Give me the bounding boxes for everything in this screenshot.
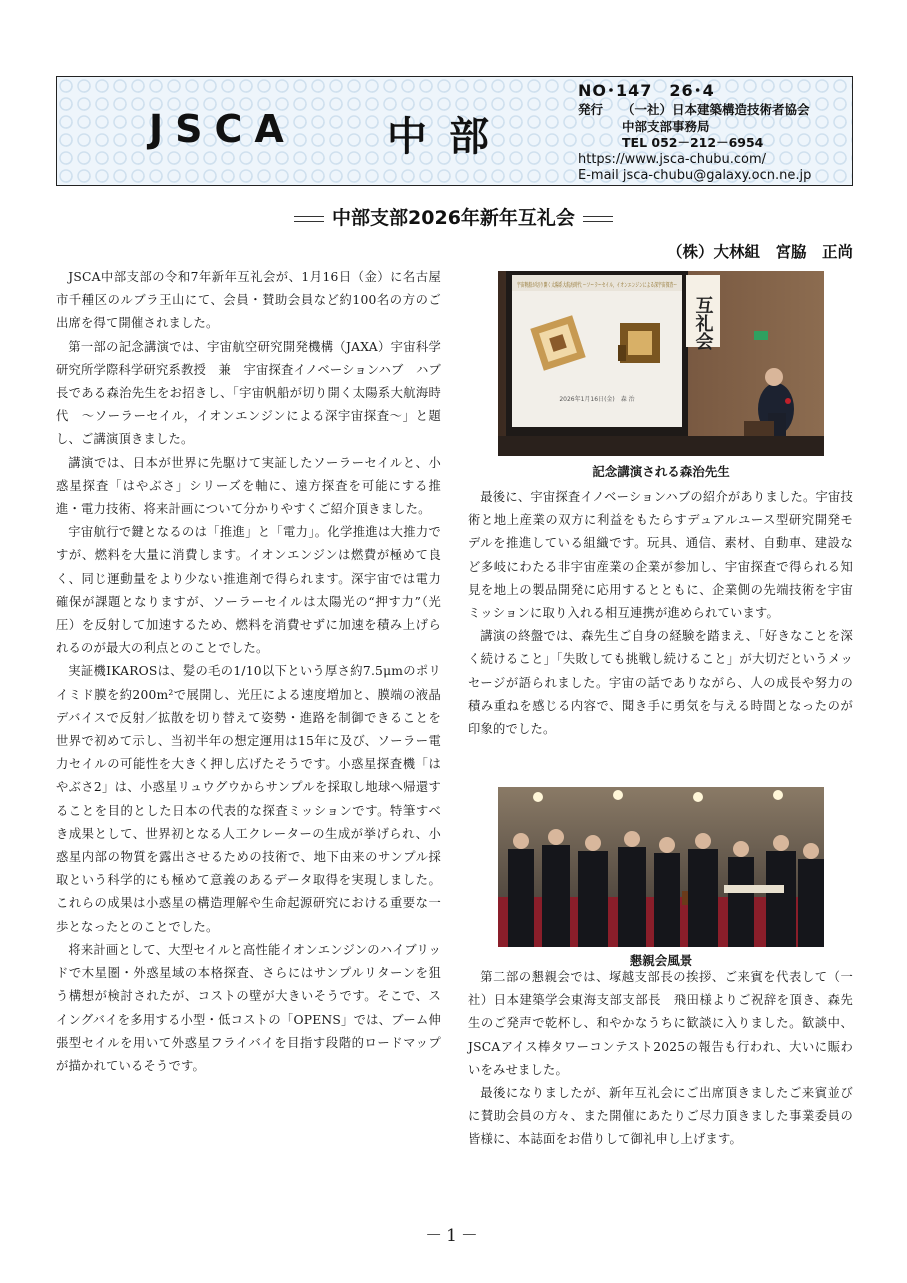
paragraph: 将来計画として、大型セイルと高性能イオンエンジンのハイブリッドで木星圏・外惑星域の本格探査、さらにはサンプルリターンを狙う構想が検討されたが、コストの壁が大きいそうです。そこで、スイングバイを多用する小型・低コストの「OPENS」では、ブーム伸張型セイルを用いて外惑星フライバイを目指す段階的ロードマップが描かれているそうです。: [56, 942, 441, 1073]
publisher-line: [578, 102, 850, 119]
paragraph: 最後になりましたが、新年互礼会にご出席頂きましたご来賓並びに賛助会員の方々、また開催にあたりご尽力頂きました事業委員の皆様に、本誌面をお借りして御礼申し上げます。: [468, 1086, 853, 1147]
paragraph: 実証機IKAROSは、髪の毛の1/10以下という厚さ約7.5μmのポリイミド膜を約200m²で展開し、光圧による速度増加と、膜端の液晶デバイスで反射／拡散を切り替えて姿勢・進路を制御できることを世界で初めて示し、当初半年の想定運用は15年に及び、ソーラー電力セイルの可能性を大きく押し広げたそうです。小惑星探査機「はやぶさ2」は、小惑星リュウグウからサンプルを採取し地球へ帰還することを目的とした日本の代表的な探査ミッションです。特筆すべき成果として、世界初となる人工クレーターの生成が挙げられ、小惑星内部の物質を露出させるための技術で、地下由来のサンプル採取という科学的にも極めて意義のあるデータ取得を実現しました。これらの成果は小惑星の構造理解や生命起源研究における重要な一歩となったとのことでした。: [56, 664, 441, 934]
paragraph: 講演の終盤では、森先生ご自身の経験を踏まえ、「好きなことを深く続けること」「失敗しても挑戦し続けること」が大切だというメッセージが語られました。宇宙の話でありながら、人の成長や努力の積み重ねを感じる内容で、聞き手に勇気を与える時間となったのが印象的でした。: [468, 629, 853, 737]
title-decoration-left: [294, 216, 324, 222]
website-link[interactable]: https://www.jsca-chubu.com/: [578, 151, 767, 167]
title-decoration-right: [583, 216, 613, 222]
banner-text: 互礼会: [692, 296, 714, 350]
reception-photo-caption: 懇親会風景: [629, 953, 693, 968]
article-byline: （株）大林組 宮脇 正尚: [666, 243, 853, 261]
right-column-lower: [468, 966, 853, 1152]
article-title: [0, 203, 907, 230]
reception-photo: [498, 787, 824, 947]
paragraph: 第一部の記念講演では、宇宙航空研究開発機構（JAXA）宇宙科学研究所学際科学研究系教授 兼 宇宙探査イノベーションハブ ハブ長である森治先生をお招きし、「宇宙帆船が切り開く太陽系大航海時代 ～ソーラーセイル，イオンエンジンによる深宇宙探査～」と題し、ご講演頂きました。: [56, 339, 441, 447]
paragraph: 講演では、日本が世界に先駆けて実証したソーラーセイルと、小惑星探査「はやぶさ」シリーズを軸に、遠方探査を可能にする推進・電力技術、将来計画について分かりやすくご紹介頂きました。: [56, 455, 441, 517]
lecture-photo-illustration: [498, 271, 824, 456]
page-number: －1－: [425, 1226, 482, 1246]
reception-photo-illustration: [498, 787, 824, 947]
telephone: TEL 052－212－6954: [622, 135, 764, 150]
slide-title: 宇宙帆船が切り開く太陽系大航海時代 ～ソーラーセイル，イオンエンジンによる深宇宙探査～: [517, 282, 770, 289]
paragraph: 第二部の懇親会では、塚越支部長の挨拶、ご来賓を代表して（一社）日本建築学会東海支部支部長 飛田様よりご祝辞を頂き、森先生のご発声で乾杯し、和やかなうちに歓談に入りました。歓談中、JSCAアイス棒タワーコンテスト2025の報告も行われ、大いに賑わいをみせました。: [468, 970, 853, 1077]
lecture-photo-caption: 記念講演される森治先生: [592, 464, 730, 479]
left-column: [56, 266, 441, 1078]
lecture-photo: [498, 271, 824, 456]
paragraph: JSCA中部支部の令和7年新年互礼会が、1月16日（金）に名古屋市千種区のルブラ王山にて、会員・賛助会員など約100名の方のご出席を得て開催されました。: [56, 270, 441, 331]
office-name: 中部支部事務局: [622, 118, 710, 134]
email-link[interactable]: E-mail jsca-chubu@galaxy.ocn.ne.jp: [578, 168, 812, 183]
publisher-name: （一社）日本建築構造技術者協会: [622, 102, 810, 117]
paragraph: 宇宙航行で鍵となるのは「推進」と「電力」。化学推進は大推力ですが、燃料を大量に消費します。イオンエンジンは燃費が極めて良く、同じ運動量をより少ない推進剤で得られます。深宇宙では電力確保が課題となりますが、ソーラーセイルは太陽光の“押す力”（光圧）を反射して加速するため、燃料を消費せずに加速を積み上げられるのが最大の利点とのことでした。: [56, 525, 441, 656]
paragraph: 最後に、宇宙探査イノベーションハブの紹介がありました。宇宙技術と地上産業の双方に利益をもたらすデュアルユース型研究開発モデルを推進している組織です。玩具、通信、素材、自動車、建設など多岐にわたる非宇宙産業の企業が参加し、宇宙探査で得られる知見を地上の製品開発に応用するとともに、企業側の先端技術を宇宙ミッションに取り入れる相互連携が進められています。: [468, 490, 853, 621]
masthead-title-jp: 中部: [387, 114, 511, 160]
masthead-title: JSCA: [149, 107, 296, 151]
publisher-label: 発行: [578, 102, 604, 117]
right-column: [468, 486, 853, 741]
issue-number: NO･147 26･4: [578, 81, 715, 100]
masthead-info: [578, 80, 850, 185]
masthead: [56, 76, 853, 186]
slide-footer: 2026年1月16日(金) 森 治: [559, 396, 635, 403]
article-title-text: 中部支部2026年新年互礼会: [332, 207, 575, 229]
